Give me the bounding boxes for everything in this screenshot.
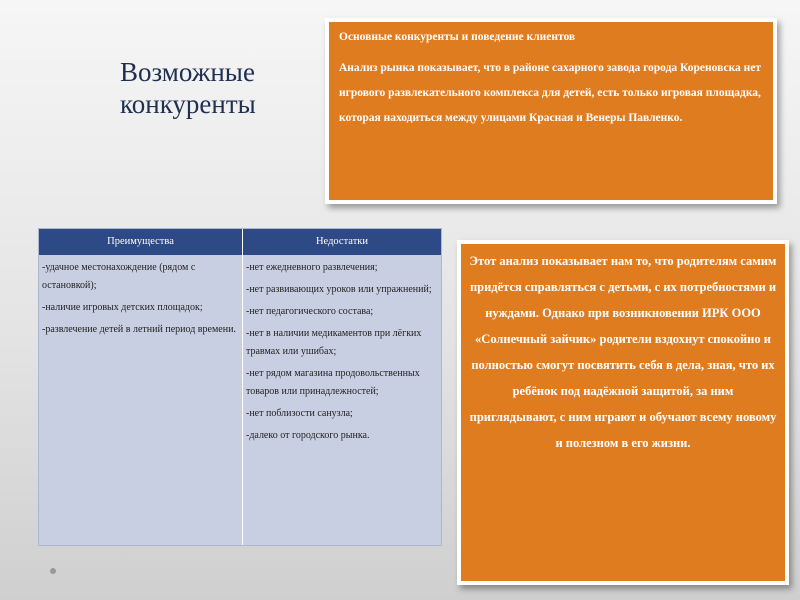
disadvantage-item: -нет рядом магазина продовольственных товаров или принадлежностей; [246, 368, 420, 397]
disadvantage-item: -далеко от городского рынка. [246, 430, 370, 441]
advantage-item: -развлечение детей в летний период времени. [42, 324, 236, 335]
competitors-summary-box [325, 18, 777, 204]
disadvantages-cell [242, 255, 441, 545]
pros-cons-table [38, 228, 442, 546]
disadvantage-item: -нет педагогического состава; [246, 306, 374, 317]
advantages-cell [39, 255, 242, 545]
disadvantage-item: -нет развивающих уроков или упражнений; [246, 284, 432, 295]
advantage-item: -удачное местонахождение (рядом с остановкой); [42, 262, 196, 291]
bullet-dot-icon [50, 568, 56, 574]
disadvantage-item: -нет поблизости санузла; [246, 408, 353, 419]
header-advantages: Преимущества [39, 229, 242, 255]
conclusion-text: Этот анализ показывает нам то, что родителям самим придётся справляться с детьми, с их потребностями и нуждами. Однако при возникновении ИРК ООО «Солнечный зайчик» родители вздохнут спокойно и полностью смогут посвятить себя в дела, зная, что их ребёнок под надёжной защитой, за ним приглядывают, с ним играют и обучают всему новому и полезном в его жизни. [469, 254, 777, 450]
disadvantage-item: -нет ежедневного развлечения; [246, 262, 378, 273]
summary-heading: Основные конкуренты и поведение клиентов [339, 31, 576, 43]
slide-title: Возможные конкуренты [120, 57, 256, 119]
disadvantage-item: -нет в наличии медикаментов при лёгких травмах или ушибах; [246, 328, 422, 357]
summary-body: Анализ рынка показывает, что в районе сахарного завода города Кореновска нет игрового развлекательного комплекса для детей, есть только игровая площадка, которая находиться между улицами Красная и Венеры Павленко. [339, 62, 762, 124]
advantage-item: -наличие игровых детских площадок; [42, 302, 203, 313]
header-disadvantages: Недостатки [242, 229, 441, 255]
analysis-conclusion-box [457, 240, 789, 585]
